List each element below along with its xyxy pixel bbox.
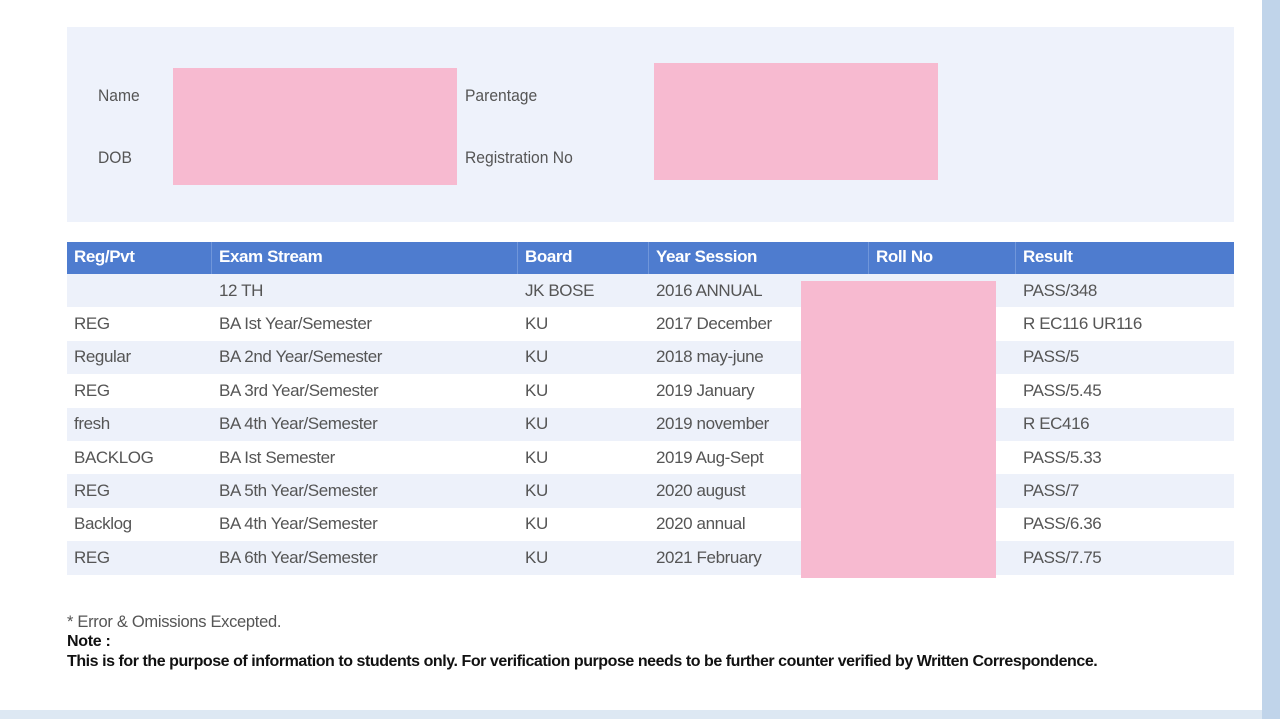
table-row [67, 274, 1234, 307]
disclaimer-text: * Error & Omissions Excepted. [67, 613, 282, 631]
cell-session: 2016 ANNUAL [656, 280, 763, 300]
cell-board: KU [525, 514, 548, 534]
cell-stream: BA Ist Year/Semester [219, 314, 372, 334]
cell-reg: fresh [74, 414, 110, 434]
header-reg-pvt: Reg/Pvt [67, 242, 212, 274]
cell-reg: REG [74, 481, 110, 501]
table-row [67, 408, 1234, 441]
note-text: This is for the purpose of information to students only. For verification purpose needs to be further counter verified by Written Correspondence. [67, 653, 1098, 670]
cell-board: KU [525, 447, 548, 467]
cell-session: 2019 January [656, 380, 755, 400]
cell-session: 2017 December [656, 314, 772, 334]
name-label: Name [98, 86, 140, 105]
cell-reg: REG [74, 314, 110, 334]
table-row [67, 474, 1234, 507]
cell-result: PASS/6.36 [1023, 514, 1102, 534]
student-info-panel [67, 27, 1234, 222]
cell-reg: Regular [74, 347, 131, 367]
table-header [67, 242, 1234, 274]
cell-result: R EC116 UR116 [1023, 314, 1142, 334]
registration-no-label: Registration No [465, 148, 573, 167]
cell-reg: Backlog [74, 514, 132, 534]
cell-board: KU [525, 380, 548, 400]
cell-result: PASS/7 [1023, 481, 1079, 501]
table-row [67, 508, 1234, 541]
results-table [67, 242, 1234, 575]
cell-result: PASS/5.33 [1023, 447, 1102, 467]
cell-session: 2019 Aug-Sept [656, 447, 764, 467]
table-row [67, 341, 1234, 374]
page-edge-bar [1262, 0, 1280, 719]
cell-reg: REG [74, 380, 110, 400]
cell-stream: BA 5th Year/Semester [219, 481, 378, 501]
cell-stream: BA 6th Year/Semester [219, 547, 378, 567]
parentage-registration-redaction [654, 63, 938, 180]
cell-session: 2020 august [656, 481, 746, 501]
cell-board: KU [525, 414, 548, 434]
cell-board: KU [525, 481, 548, 501]
table-row [67, 441, 1234, 474]
header-year-session: Year Session [649, 242, 869, 274]
table-row [67, 307, 1234, 340]
cell-session: 2020 annual [656, 514, 746, 534]
cell-stream: BA 2nd Year/Semester [219, 347, 383, 367]
header-exam-stream: Exam Stream [212, 242, 518, 274]
name-dob-redaction [173, 68, 457, 185]
page-bottom-bar [0, 710, 1262, 719]
note-label: Note : [67, 633, 111, 650]
parentage-label: Parentage [465, 86, 538, 105]
cell-session: 2018 may-june [656, 347, 764, 367]
cell-session: 2021 February [656, 547, 762, 567]
cell-result: PASS/5 [1023, 347, 1079, 367]
roll-no-redaction [801, 281, 996, 578]
cell-stream: BA 3rd Year/Semester [219, 380, 379, 400]
table-row [67, 374, 1234, 407]
cell-result: R EC416 [1023, 414, 1090, 434]
cell-reg: BACKLOG [74, 447, 154, 467]
cell-session: 2019 november [656, 414, 769, 434]
cell-board: KU [525, 314, 548, 334]
cell-board: KU [525, 547, 548, 567]
header-board: Board [518, 242, 649, 274]
cell-reg: REG [74, 547, 110, 567]
cell-result: PASS/348 [1023, 280, 1097, 300]
cell-result: PASS/7.75 [1023, 547, 1102, 567]
cell-result: PASS/5.45 [1023, 380, 1102, 400]
table-row [67, 541, 1234, 574]
header-roll-no: Roll No [869, 242, 1016, 274]
cell-board: KU [525, 347, 548, 367]
cell-stream: BA Ist Semester [219, 447, 335, 467]
cell-stream: BA 4th Year/Semester [219, 414, 378, 434]
footer-notes [67, 612, 1247, 672]
cell-board: JK BOSE [525, 280, 595, 300]
dob-label: DOB [98, 148, 132, 167]
header-result: Result [1023, 247, 1073, 266]
cell-stream: BA 4th Year/Semester [219, 514, 378, 534]
cell-stream: 12 TH [219, 280, 263, 300]
